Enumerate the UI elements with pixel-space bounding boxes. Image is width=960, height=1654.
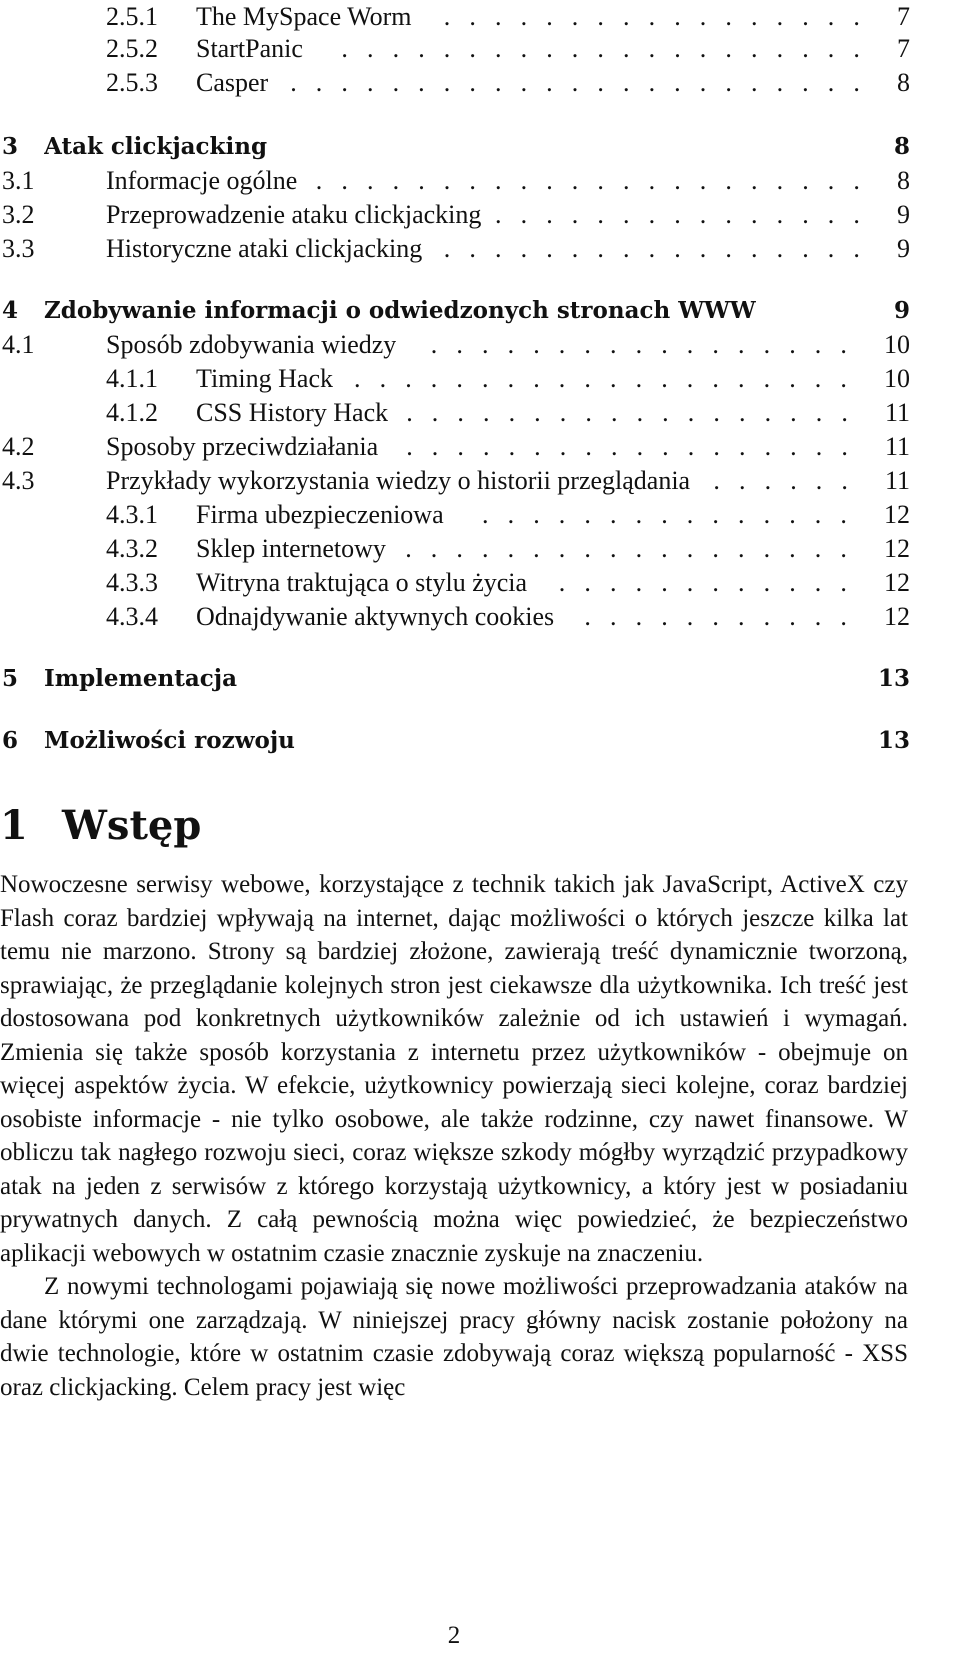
toc-leader-dots: .......................	[290, 68, 879, 97]
toc-entry-page: 13	[877, 665, 910, 692]
toc-leader-dots: ......	[713, 466, 867, 495]
toc-entry-title: Firma ubezpieczeniowa	[196, 500, 444, 529]
toc-entry[interactable]	[0, 464, 960, 498]
toc-entry-title: Przeprowadzenie ataku clickjacking	[106, 200, 482, 229]
toc-entry-page: 12	[884, 534, 910, 563]
toc-entry-title: StartPanic	[196, 34, 303, 63]
toc-entry-number: 4.3.4	[106, 602, 158, 631]
toc-entry[interactable]	[0, 128, 960, 162]
toc-leader-dots: ..................	[406, 398, 867, 427]
section-title-text: Wstęp	[62, 802, 202, 849]
toc-entry[interactable]	[0, 66, 960, 100]
paragraph: Z nowymi technologami pojawiają się nowe możliwości przeprowadzania ataków na dane którymi one zarządzają. W niniejszej pracy główny nacisk zostanie położony na dwie technologie, które w ostatnim czasie zdobywają coraz większą popularność - XSS oraz clickjacking. Celem pracy jest więc	[0, 1273, 908, 1401]
toc-entry-page: 11	[884, 398, 910, 427]
toc-entry[interactable]	[0, 0, 960, 34]
toc-entry-page: 8	[897, 166, 910, 195]
toc-entry-title: Atak clickjacking	[44, 133, 268, 160]
toc-entry-number: 5	[2, 665, 19, 692]
toc-entry-title: Witryna traktująca o stylu życia	[196, 568, 528, 597]
toc-entry-number: 3.2	[2, 200, 35, 229]
toc-entry[interactable]	[0, 566, 960, 600]
toc-leader-dots: ...........	[584, 602, 866, 631]
toc-entry-title: Sposób zdobywania wiedzy	[106, 330, 397, 359]
toc-entry-title: The MySpace Worm	[196, 2, 412, 31]
toc-entry-number: 4.1	[2, 330, 35, 359]
toc-entry-title: Informacje ogólne	[106, 166, 298, 195]
toc-leader-dots: ......................	[315, 166, 879, 195]
section-number: 1	[0, 802, 28, 849]
toc-entry-number: 2.5.3	[106, 68, 158, 97]
toc-entry[interactable]	[0, 362, 960, 396]
toc-leader-dots: ...............	[495, 200, 879, 229]
toc-entry[interactable]	[0, 430, 960, 464]
toc-entry-page: 13	[877, 727, 910, 754]
toc-entry-title: Przykłady wykorzystania wiedzy o historii przeglądania	[106, 466, 691, 495]
toc-leader-dots: .................	[443, 2, 879, 31]
toc-entry-title: Implementacja	[44, 665, 237, 692]
toc-entry[interactable]	[0, 722, 960, 756]
toc-entry-number: 4.2	[2, 432, 35, 461]
toc-entry-title: Timing Hack	[196, 364, 333, 393]
toc-entry[interactable]	[0, 198, 960, 232]
toc-entry-title: Zdobywanie informacji o odwiedzonych stronach WWW	[44, 297, 756, 324]
toc-entry-number: 4.1.1	[106, 364, 158, 393]
toc-entry-title: Historyczne ataki clickjacking	[106, 234, 423, 263]
toc-entry-title: Sklep internetowy	[196, 534, 386, 563]
toc-entry[interactable]	[0, 232, 960, 266]
toc-entry-page: 7	[897, 2, 910, 31]
toc-leader-dots: .................	[430, 330, 866, 359]
toc-entry[interactable]	[0, 396, 960, 430]
toc-entry-page: 11	[884, 432, 910, 461]
toc-entry-title: Sposoby przeciwdziałania	[106, 432, 379, 461]
toc-entry-number: 4	[2, 297, 19, 324]
toc-entry[interactable]	[0, 532, 960, 566]
toc-entry-page: 7	[897, 34, 910, 63]
toc-entry-title: CSS History Hack	[196, 398, 389, 427]
toc-leader-dots: .....................	[341, 34, 879, 63]
toc-entry-page: 9	[897, 200, 910, 229]
toc-entry-number: 3.3	[2, 234, 35, 263]
toc-entry-number: 4.1.2	[106, 398, 158, 427]
toc-entry-page: 8	[893, 133, 910, 160]
toc-entry-page: 9	[897, 234, 910, 263]
toc-leader-dots: ..................	[405, 534, 866, 563]
section-heading	[0, 802, 201, 849]
toc-entry-number: 4.3	[2, 466, 35, 495]
toc-leader-dots: ....................	[354, 364, 866, 393]
toc-entry-number: 3	[2, 133, 19, 160]
toc-entry-title: Odnajdywanie aktywnych cookies	[196, 602, 555, 631]
toc-entry-page: 12	[884, 602, 910, 631]
toc-entry-page: 12	[884, 568, 910, 597]
toc-entry-page: 9	[893, 297, 910, 324]
toc-entry[interactable]	[0, 328, 960, 362]
toc-leader-dots: ..................	[406, 432, 867, 461]
page-number: 2	[447, 1622, 461, 1649]
toc-entry-page: 10	[884, 364, 910, 393]
toc-entry-page: 8	[897, 68, 910, 97]
toc-entry-number: 4.3.2	[106, 534, 158, 563]
toc-entry[interactable]	[0, 32, 960, 66]
toc-entry-title: Możliwości rozwoju	[44, 727, 295, 754]
toc-entry[interactable]	[0, 164, 960, 198]
toc-entry-page: 11	[884, 466, 910, 495]
toc-entry-number: 4.3.1	[106, 500, 158, 529]
toc-entry[interactable]	[0, 660, 960, 694]
toc-leader-dots: ............	[558, 568, 866, 597]
paragraph: Nowoczesne serwisy webowe, korzystające z technik takich jak JavaScript, ActiveX czy Flash coraz bardziej wpływają na internet, dając możliwości o których jeszcze kilka lat temu nie marzono. Strony są bardziej złożone, zawierają treść dynamicznie tworzoną, sprawiając, że przeglądanie kolejnych stron jest ciekawsze dla użytkownika. Ich treść jest dostosowana pod konkretnych użytkowników zależnie od ich ustawień i wymagań. Zmienia się także sposób korzystania z internetu przez użytkowników - obejmuje on więcej aspektów życia. W efekcie, użytkownicy powierzają sieci kolejne, coraz bardziej osobiste informacje - nie tylko osobowe, ale także rodzinne, czy nawet finansowe. W obliczu tak nagłego rozwoju sieci, coraz większe szkody mógłby wyrządzić przypadkowy atak na jeden z serwisów z którego korzystają użytkownicy, a który jest w posiadaniu prywatnych danych. Z całą pewnością można więc powiedzieć, że bezpieczeństwo aplikacji webowych w ostatnim czasie znacznie zyskuje na znaczeniu.	[0, 871, 908, 1267]
toc-leader-dots: .................	[443, 234, 879, 263]
toc-entry-page: 10	[884, 330, 910, 359]
toc-entry-number: 2.5.2	[106, 34, 158, 63]
body-text	[0, 868, 908, 1404]
toc-entry-number: 6	[2, 727, 19, 754]
toc-entry-number: 3.1	[2, 166, 35, 195]
toc-entry[interactable]	[0, 292, 960, 326]
toc-entry[interactable]	[0, 498, 960, 532]
toc-entry[interactable]	[0, 600, 960, 634]
toc-entry-page: 12	[884, 500, 910, 529]
toc-entry-number: 2.5.1	[106, 2, 158, 31]
toc-entry-number: 4.3.3	[106, 568, 158, 597]
toc-leader-dots: ...............	[482, 500, 866, 529]
toc-entry-title: Casper	[196, 68, 269, 97]
